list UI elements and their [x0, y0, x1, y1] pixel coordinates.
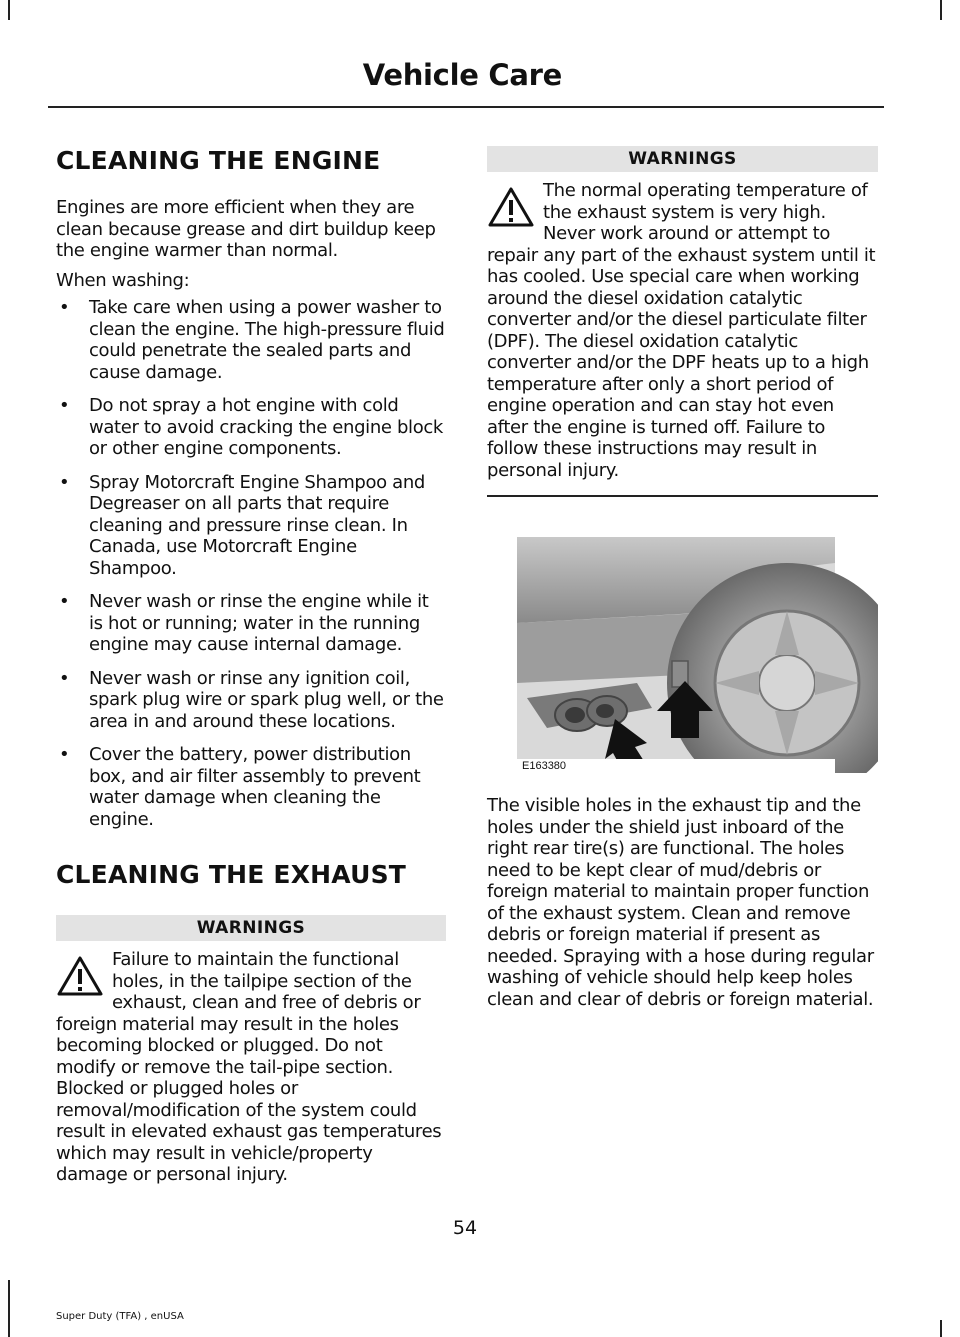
crop-mark [8, 0, 10, 20]
list-item [56, 472, 446, 580]
warning-box-right [487, 146, 878, 497]
list-item-text: Never wash or rinse any ignition coil, spark plug wire or spark plug well, or the area in and around these locations. [89, 667, 444, 732]
exhaust-body-paragraph: The visible holes in the exhaust tip and the holes under the shield just inboard of the right rear tire(s) are functional. The holes need to be kept clear of mud/debris or foreign material to maintain proper function of the exhaust system. Clean and remove debris or foreign material if present as needed. Spraying with a hose during regular washing of vehicle should help keep holes clean and clear of debris or foreign material. [487, 795, 874, 1010]
bullet-glyph: • [59, 744, 70, 765]
list-item [56, 591, 446, 656]
left-column [56, 146, 446, 1186]
engine-section-heading: CLEANING THE ENGINE [56, 146, 381, 175]
list-item-text: Do not spray a hot engine with cold water to avoid cracking the engine block or other engine components. [89, 395, 443, 459]
footer-doc-info: Super Duty (TFA) , enUSA [56, 1311, 184, 1322]
warning-box-left [56, 915, 446, 1186]
list-item-text: Never wash or rinse the engine while it is hot or running; water in the running engine may cause internal damage. [89, 591, 429, 655]
exhaust-section-heading: CLEANING THE EXHAUST [56, 860, 407, 889]
washing-bullet-list [56, 297, 446, 830]
page-header-title: Vehicle Care [362, 58, 562, 92]
list-item-text: Spray Motorcraft Engine Shampoo and Degreaser on all parts that require cleaning and pressure rinse clean. In Canada, use Motorcraft Engine Shampoo. [89, 471, 425, 579]
when-washing-label: When washing: [56, 269, 190, 291]
list-item [56, 395, 446, 460]
exhaust-figure [487, 533, 878, 773]
engine-intro-paragraph: Engines are more efficient when they are clean because grease and dirt buildup keep the engine warmer than normal. [56, 197, 436, 261]
bullet-glyph: • [59, 395, 70, 416]
warning-triangle-icon [487, 186, 535, 228]
exhaust-tailpipe-illustration-icon [487, 533, 878, 773]
warning-end-rule [487, 495, 878, 497]
right-column [487, 146, 878, 1010]
warnings-header: WARNINGS [56, 915, 446, 941]
crop-mark [8, 1280, 10, 1337]
page-number: 54 [452, 1217, 478, 1239]
crop-mark [940, 0, 942, 20]
crop-mark [940, 1320, 942, 1337]
list-item-text: Cover the battery, power distribution box, and air filter assembly to prevent water damage when cleaning the engine. [89, 744, 421, 830]
bullet-glyph: • [59, 471, 70, 493]
bullet-glyph: • [59, 297, 70, 318]
warning-body [487, 180, 878, 481]
bullet-glyph: • [59, 591, 70, 612]
list-item [56, 744, 446, 830]
warnings-header: WARNINGS [487, 146, 878, 172]
header-rule [48, 106, 884, 108]
warning-text: Failure to maintain the functional holes, in the tailpipe section of the exhaust, clean and free of debris or foreign material may result in the holes becoming blocked or plugged. Do not modify or remove the tail-pipe section. Blocked or plugged holes or removal/modification of the system could result in elevated exhaust gas temperatures which may result in vehicle/property damage or personal injury. [56, 949, 442, 1185]
list-item [56, 297, 446, 383]
warning-text: The normal operating temperature of the exhaust system is very high. Never work around or attempt to repair any part of the exhaust system until it has cooled. Use special care when working around the diesel oxidation catalytic converter and/or the diesel particulate filter (DPF). The diesel oxidation catalytic converter and/or the DPF heats up to a high temperature after only a short period of engine operation and can stay hot even after the engine is turned off. Failure to follow these instructions may result in personal injury. [487, 180, 876, 481]
bullet-glyph: • [59, 667, 70, 689]
warning-body [56, 949, 446, 1186]
list-item [56, 668, 446, 733]
warning-triangle-icon [56, 955, 104, 997]
figure-code: E163380 [522, 760, 567, 772]
list-item-text: Take care when using a power washer to clean the engine. The high-pressure fluid could penetrate the sealed parts and cause damage. [89, 297, 445, 383]
